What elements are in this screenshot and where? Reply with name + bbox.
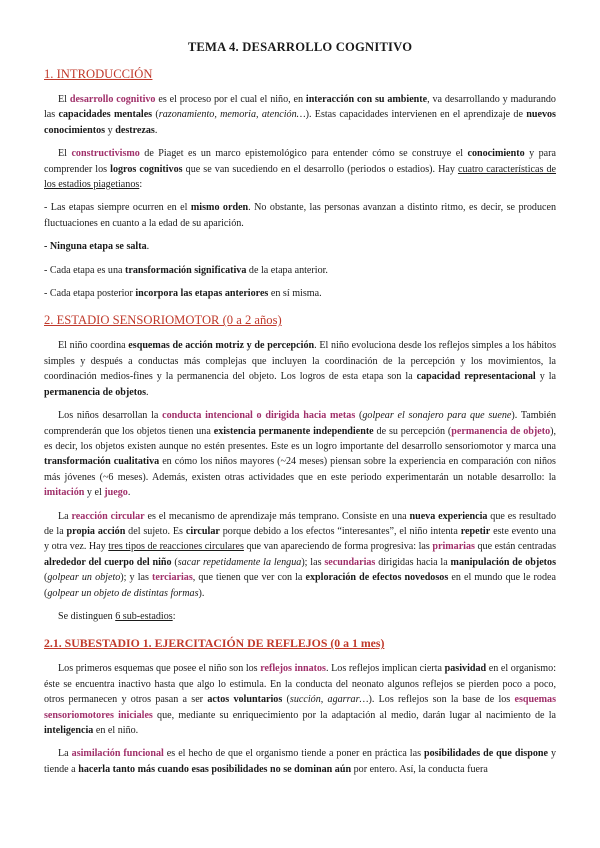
paragraph: La asimilación funcional es el hecho de que el organismo tiende a poner en práctica las posibilidades de que dispone y tiende a hacerla tanto más cuando esas posibilidades no se dominan aún por entero. Así, la conducta fuera (44, 748, 557, 775)
paragraph: Los niños desarrollan la conducta intencional o dirigida hacia metas (golpear el sonajero para que suene). También comprenderán que los objetos tienen una existencia permanente independiente de su percepción (permanencia de objeto), es decir, los objetos existen aunque no estén presentes. Este es un logro importante del desarrollo sensoriomotor y marca una transformación cualitativa en cómo los niños mayores (~24 meses) piensan sobre la experiencia en comparación con niños más jóvenes (~6 meses). Además, existen otras actividades que en este periodo experimentarán un notable desarrollo: la imitación y el juego. (44, 410, 557, 499)
list-item: - Las etapas siempre ocurren en el mismo orden. No obstante, las personas avanzan a distinto ritmo, es decir, se producen fluctuaciones en cuanto a la edad de su aparición. (44, 202, 556, 229)
paragraph: El niño coordina esquemas de acción motriz y de percepción. El niño evoluciona desde los reflejos simples a los hábitos simples y después a conductas más complejas que incluyen la coordinación de la percepción y los movimientos, la coordinación medios-fines y la permanencia del objeto. Los logros de esta etapa son la capacidad representacional y la permanencia de objetos. (44, 340, 556, 398)
highlight-term: constructivismo (71, 148, 140, 160)
section-heading-introduccion: 1. INTRODUCCIÓN (44, 67, 153, 81)
paragraph: Los primeros esquemas que posee el niño son los reflejos innatos. Los reflejos implican cierta pasividad en el organismo: éste se encuentra inactivo hasta que algo lo estimula. En la conducta del neonato algunos reflejos se pierden poco a poco, otros permanecen y otros pasan a ser actos voluntarios (succión, agarrar…). Los reflejos son la base de los esquemas sensoriomotores iniciales que, mediante su enriquecimiento por la adaptación al medio, darán lugar al nacimiento de la inteligencia en el niño. (44, 663, 557, 736)
highlight-term: desarrollo cognitivo (69, 94, 156, 105)
document-title: TEMA 4. DESARROLLO COGNITIVO (187, 40, 413, 54)
list-item: - Cada etapa posterior incorpora las etapas anteriores en sí misma. (44, 288, 322, 300)
paragraph: El constructivismo de Piaget es un marco epistemológico para entender cómo se construye el conocimiento y para comprender los logros cognitivos que se van sucediendo en el desarrollo (periodos o estadios). Hay cuatro características de los estadios piagetianos: (44, 148, 557, 191)
paragraph: La reacción circular es el mecanismo de aprendizaje más temprano. Consiste en una nueva experiencia que es resultado de la propia acción del sujeto. Es circular porque debido a los efectos “interesantes”, el niño intenta repetir este evento una y otra vez. Hay tres tipos de reacciones circulares que van apareciendo de forma progresiva: las primarias que están centradas alrededor del cuerpo del niño (sacar repetidamente la lengua); las secundarias dirigidas hacia la manipulación de objetos (golpear un objeto); y las terciarias, que tienen que ver con la exploración de efectos novedosos en el mundo que le rodea (golpear un objeto de distintas formas). (44, 510, 557, 599)
list-item: - Cada etapa es una transformación significativa de la etapa anterior. (44, 264, 328, 276)
paragraph: Se distinguen 6 sub-estadios: (58, 610, 176, 622)
subsection-heading-subestadio-1: 2.1. SUBESTADIO 1. EJERCITACIÓN DE REFLEJOS (0 a 1 mes) (44, 636, 385, 651)
list-item: - Ninguna etapa se salta. (44, 241, 150, 253)
section-heading-sensoriomotor: 2. ESTADIO SENSORIOMOTOR (0 a 2 años) (44, 313, 282, 328)
paragraph: El desarrollo cognitivo es el proceso por el cual el niño, en interacción con su ambiente, va desarrollando y madurando las capacidades mentales (razonamiento, memoria, atención…). Estas capacidades intervienen en el aprendizaje de nuevos conocimientos y destrezas. (44, 94, 556, 136)
